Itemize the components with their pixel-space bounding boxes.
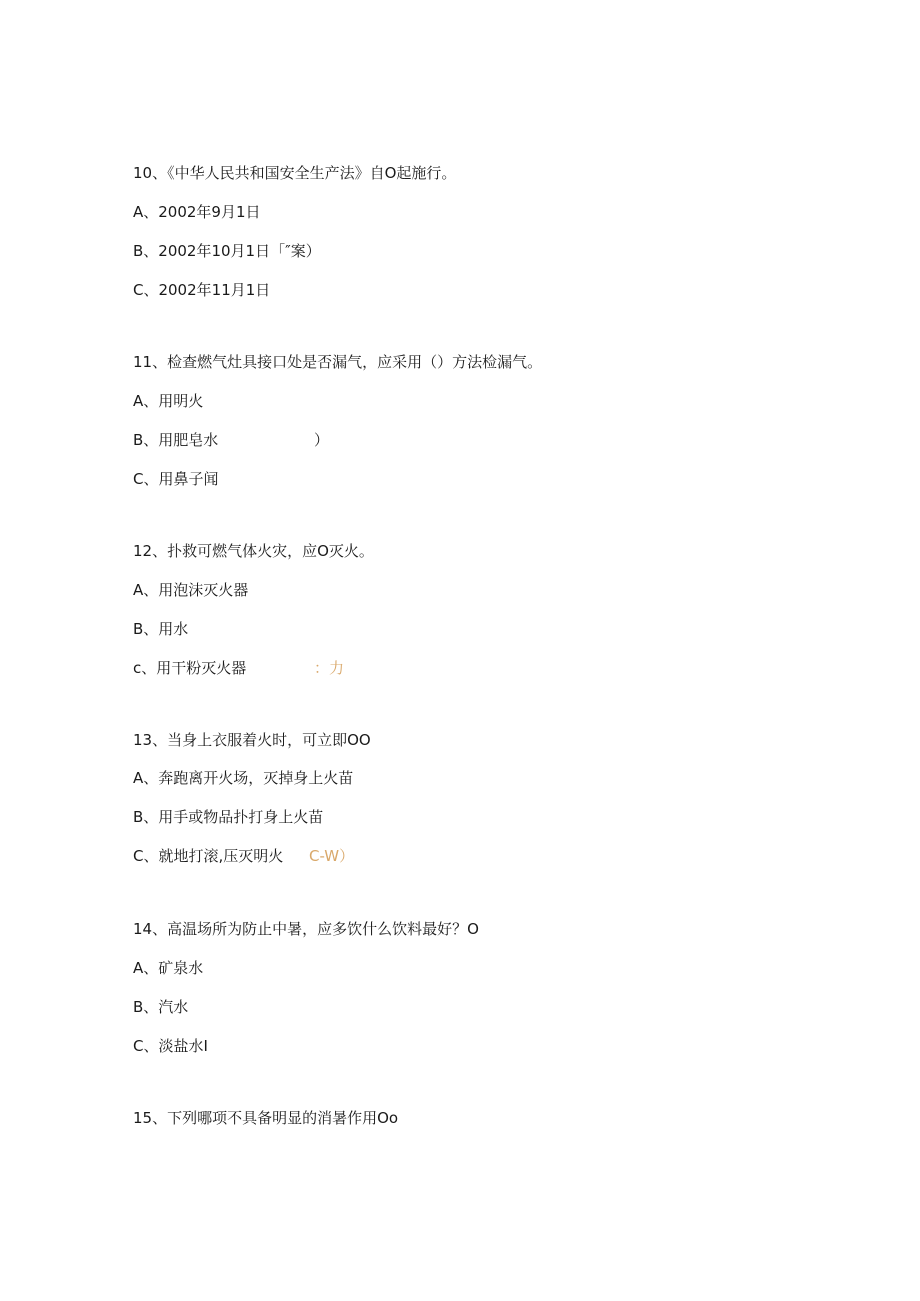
question-11-option-c: C、用鼻子闻 xyxy=(133,470,219,488)
question-10-stem: 10、《中华人民共和国安全生产法》自O起施行。 xyxy=(133,164,457,182)
question-12-answer-mark: ：力 xyxy=(314,659,345,677)
question-14-option-a: A、矿泉水 xyxy=(133,959,204,977)
question-12-option-a: A、用泡沫灭火器 xyxy=(133,581,249,599)
question-12-stem: 12、扑救可燃气体火灾，应O灭火。 xyxy=(133,542,374,560)
question-10-option-b: B、2002年10月1日「″案） xyxy=(133,242,321,260)
question-10-option-a: A、2002年9月1日 xyxy=(133,203,261,221)
question-15-stem: 15、下列哪项不具备明显的消暑作用Oo xyxy=(133,1109,399,1127)
question-11-stem: 11、检查燃气灶具接口处是否漏气，应采用（）方法检漏气。 xyxy=(133,353,543,371)
question-14-option-b: B、汽水 xyxy=(133,998,189,1016)
question-14-stem: 14、高温场所为防止中暑，应多饮什么饮料最好？O xyxy=(133,920,479,938)
question-11-option-b: B、用肥皂水 xyxy=(133,431,219,449)
question-14-option-c: C、淡盐水I xyxy=(133,1037,208,1055)
question-10-option-c: C、2002年11月1日 xyxy=(133,281,271,299)
question-11-answer-mark: ） xyxy=(314,431,330,449)
question-13-option-b: B、用手或物品扑打身上火苗 xyxy=(133,808,324,826)
question-13-answer-mark: C-W） xyxy=(309,847,355,865)
question-11-option-a: A、用明火 xyxy=(133,392,204,410)
question-12-option-b: B、用水 xyxy=(133,620,189,638)
question-13-stem: 13、当身上衣服着火时，可立即OO xyxy=(133,731,371,749)
question-13-option-c: C、就地打滚,压灭明火 xyxy=(133,847,284,865)
question-12-option-c: c、用干粉灭火器 xyxy=(133,659,247,677)
question-13-option-a: A、奔跑离开火场，灭掉身上火苗 xyxy=(133,769,354,787)
